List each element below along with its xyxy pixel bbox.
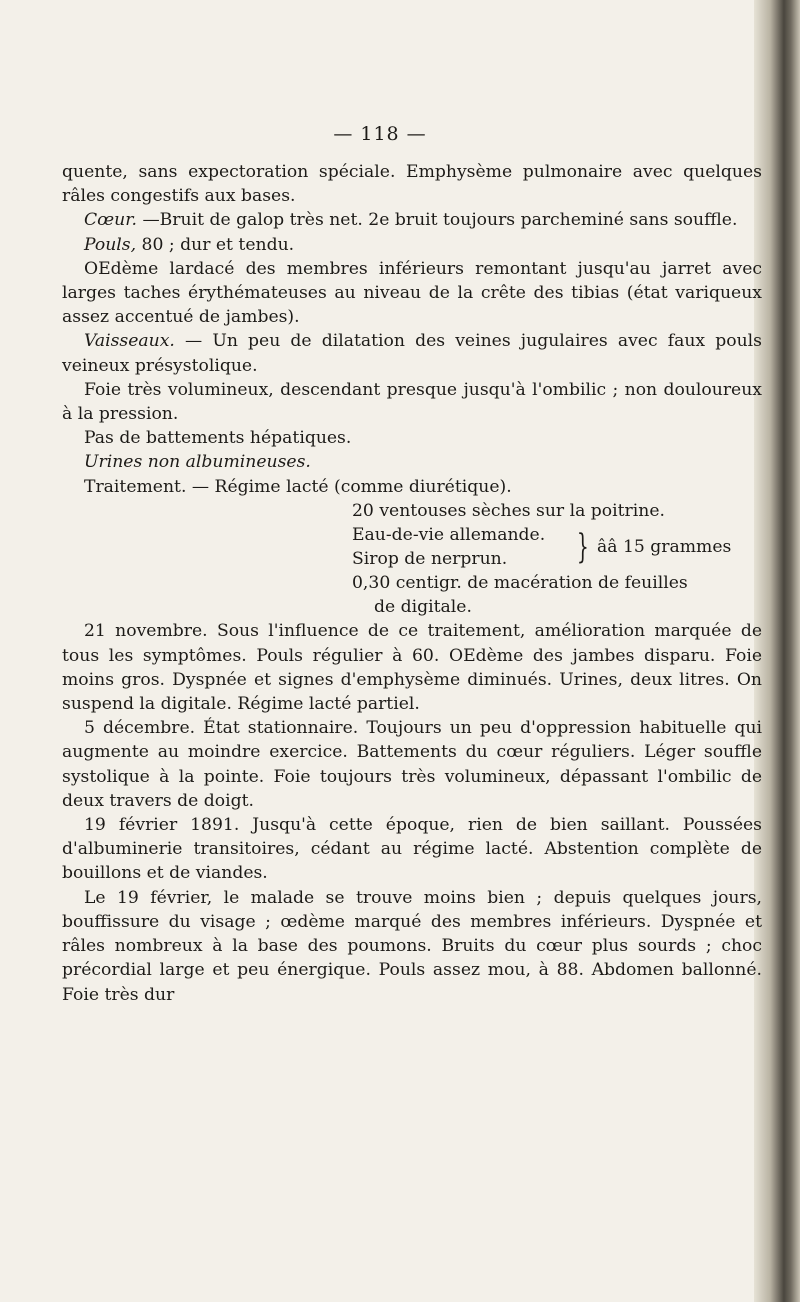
brace-symbol: } [576,527,589,568]
text-pouls: 80 ; dur et tendu. [136,234,295,255]
treatment-dose: ââ 15 grammes [597,537,732,558]
label-pouls: Pouls, [84,234,137,255]
label-vaisseaux: Vaisseaux. [84,331,175,352]
paragraph-oedeme: OEdème lardacé des membres inférieurs remontant jusqu'au jarret avec larges taches érythémateuses au niveau de la crête des tibias (état variqueux assez accentué de jambes). [62,258,762,328]
paragraph-coeur [62,208,762,232]
paragraph-continuation: quente, sans expectoration spéciale. Emphysème pulmonaire avec quelques râles congestifs aux bases. [62,162,762,207]
treatment-digitale-1: 0,30 centigr. de macération de feuilles [352,573,688,594]
treatment-digitale-2: de digitale. [374,597,472,618]
paragraph-vaisseaux [62,329,762,377]
paragraph-pouls [62,233,762,257]
treatment-sirop: Sirop de nerprun. [352,549,508,570]
text-coeur: —Bruit de galop très net. 2e bruit toujours parcheminé sans souffle. [137,210,738,231]
text-vaisseaux: — Un peu de dilatation des veines jugulaires avec faux pouls veineux présystolique. [62,331,762,376]
paragraph-battements: Pas de battements hépatiques. [84,428,352,449]
treatment-eau-de-vie: Eau-de-vie allemande. [352,525,546,546]
paragraph-urines: Urines non albumineuses. [84,452,311,473]
treatment-brace-block [62,523,762,571]
label-coeur: Cœur. [84,210,138,231]
treatment-intro: Traitement. — Régime lacté (comme diurétique). [84,476,512,497]
paragraph-foie: Foie très volumineux, descendant presque jusqu'à l'ombilic ; non douloureux à la pression. [62,379,762,425]
paragraph-21-novembre: 21 novembre. Sous l'influence de ce traitement, amélioration marquée de tous les symptômes. Pouls régulier à 60. OEdème des jambes disparu. Foie moins gros. Dyspnée et signes d'emphysème diminués. Urines, deux litres. On suspend la digitale. Régime lacté partiel. [62,621,762,715]
page-number: — 118 — [333,123,427,145]
paragraph-5-decembre: 5 décembre. État stationnaire. Toujours un peu d'oppression habituelle qui augmente au moindre exercice. Battements du cœur réguliers. Léger souffle systolique à la pointe. Foie toujours très volumineux, dépassant l'ombilic de deux travers de doigt. [62,718,762,811]
paragraph-19-fevrier-1891: 19 février 1891. Jusqu'à cette époque, rien de bien saillant. Poussées d'albuminerie transitoires, cédant au régime lacté. Abstention complète de bouillons et de viandes. [62,815,762,884]
treatment-ventouses: 20 ventouses sèches sur la poitrine. [352,500,665,521]
page-body [62,160,762,1007]
paragraph-le-19-fevrier: Le 19 février, le malade se trouve moins bien ; depuis quelques jours, bouffissure du visage ; œdème marqué des membres inférieurs. Dyspnée et râles nombreux à la base des poumons. Bruits du cœur plus sourds ; choc précordial large et peu énergique. Pouls assez mou, à 88. Abdomen ballonné. Foie très dur [62,887,762,1005]
